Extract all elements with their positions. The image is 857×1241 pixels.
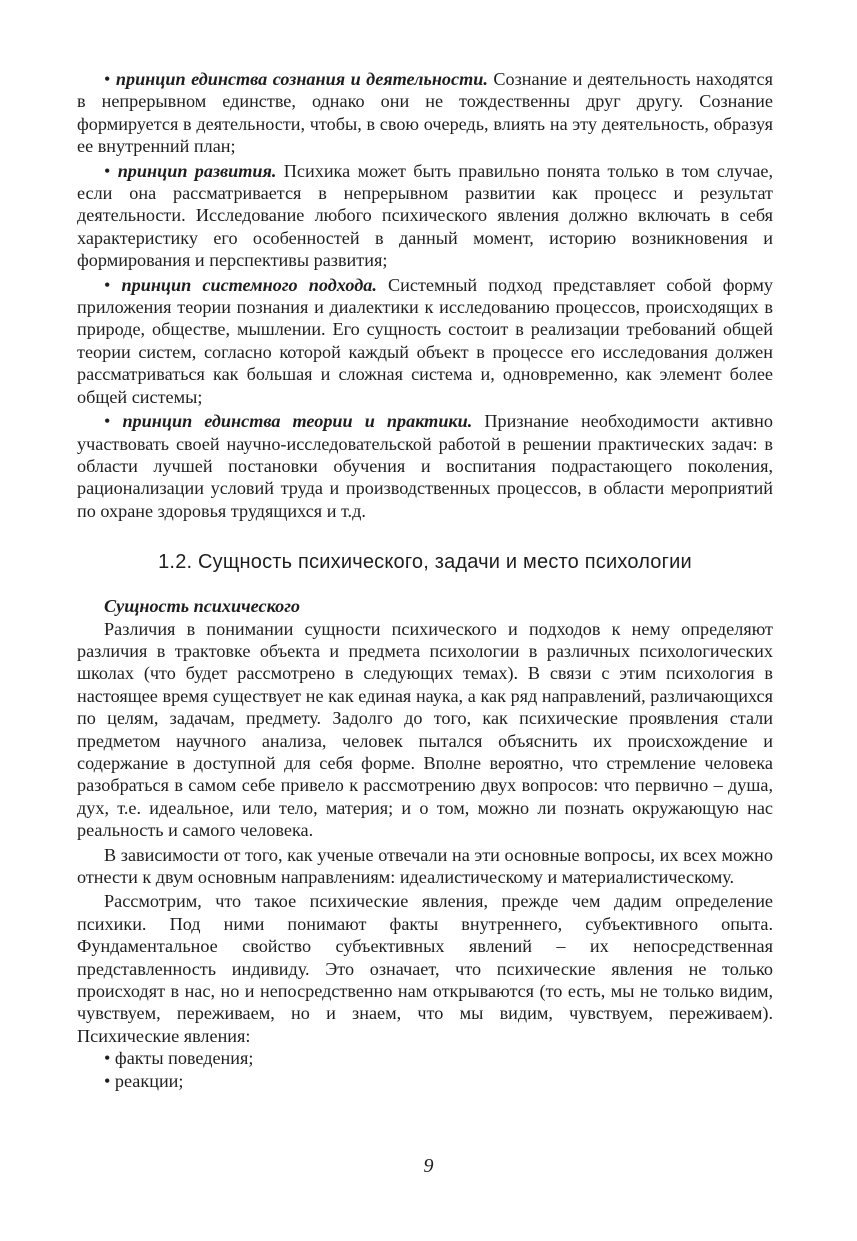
principle-unity-consciousness-activity <box>77 68 773 158</box>
principle-systems-approach <box>77 274 773 408</box>
phenomena-list <box>77 1047 773 1092</box>
principle-title: принцип единства теории и практики. <box>122 411 473 432</box>
principle-text: Психика может быть правильно понята только в том случае, если она рассматривается в непрерывном развитии как процесс и результат деятельности. Исследование любого психического явления должно включать в себя характеристику его особенностей в данный момент, историю возникновения и формирования и перспективы развития; <box>77 160 774 271</box>
bullet-marker: • <box>104 69 111 89</box>
bullet-marker: • <box>104 160 111 181</box>
principle-text: Системный подход представляет собой форму приложения теории познания и диалектики к исследованию процессов, происходящих в природе, обществе, мышлении. Его сущность состоит в реализации требований общей теории систем, согласно которой каждый объект в процессе его исследования должен рассматриваться как большая и сложная система и, одновременно, как элемент более общей системы; <box>77 274 773 407</box>
body-paragraph: В зависимости от того, как ученые отвечали на эти основные вопросы, их всех можно отнести к двум основным направлениям: идеалистическому и материалистическому. <box>77 844 773 887</box>
bullet-marker: • <box>104 274 111 295</box>
principle-title: принцип системного подхода. <box>121 274 377 295</box>
page-body <box>77 68 773 1092</box>
bullet-marker: • <box>104 1070 111 1091</box>
principle-text: Признание необходимости активно участвовать своей научно-исследовательской работой в решении практических задач: в области лучшей постановки обучения и воспитания подрастающего поколения, рационализации условий труда и производственных процессов, в области мероприятий по охране здоровья трудящихся и т.д. <box>77 411 773 521</box>
principle-text: Сознание и деятельность находятся в непрерывном единстве, однако они не тождественны друг другу. Сознание формируется в деятельности, чтобы, в свою очередь, влиять на эту деятельность, образуя ее внутренний план; <box>77 69 773 157</box>
subheading: Сущность психического <box>104 596 301 617</box>
list-item-text: реакции; <box>114 1070 184 1091</box>
principle-title: принцип единства сознания и деятельности. <box>115 69 488 89</box>
list-item-text: факты поведения; <box>114 1048 254 1069</box>
page-number: 9 <box>423 1155 434 1177</box>
principle-development <box>77 160 773 272</box>
body-paragraph: Различия в понимании сущности психического и подходов к нему определяют различия в трактовке объекта и предмета психологии в различных психологических школах (что будет рассмотрено в следующих темах). В связи с этим психология в настоящее время существует не как единая наука, а как ряд направлений, различающихся по целям, задачам, предмету. Задолго до того, как психические проявления стали предметом научного анализа, человек пытался объяснить их происхождение и содержание в доступной для себя форме. Вполне вероятно, что стремление человека разобраться в самом себе привело к рассмотрению двух вопросов: что первично – душа, дух, т.е. идеальное, или тело, материя; и о том, можно ли познать окружающую нас реальность и самого человека. <box>77 618 773 841</box>
bullet-marker: • <box>104 1048 111 1069</box>
principle-title: принцип развития. <box>117 160 277 181</box>
list-item <box>77 1047 773 1069</box>
bullet-marker: • <box>104 411 111 432</box>
section-heading: 1.2. Сущность психического, задачи и место психологии <box>158 551 692 574</box>
body-paragraph: Рассмотрим, что такое психические явления, прежде чем дадим определение психики. Под ними понимают факты внутреннего, субъективного опыта. Фундаментальное свойство субъективных явлений – их непосредственная представленность индивиду. Это означает, что психические явления не только происходят в нас, но и непосредственно нам открываются (то есть, мы не только видим, чувствуем, переживаем, но и знаем, что мы видим, чувствуем, переживаем). Психические явления: <box>77 891 773 1046</box>
principle-unity-theory-practice <box>77 410 773 522</box>
list-item <box>77 1070 773 1092</box>
